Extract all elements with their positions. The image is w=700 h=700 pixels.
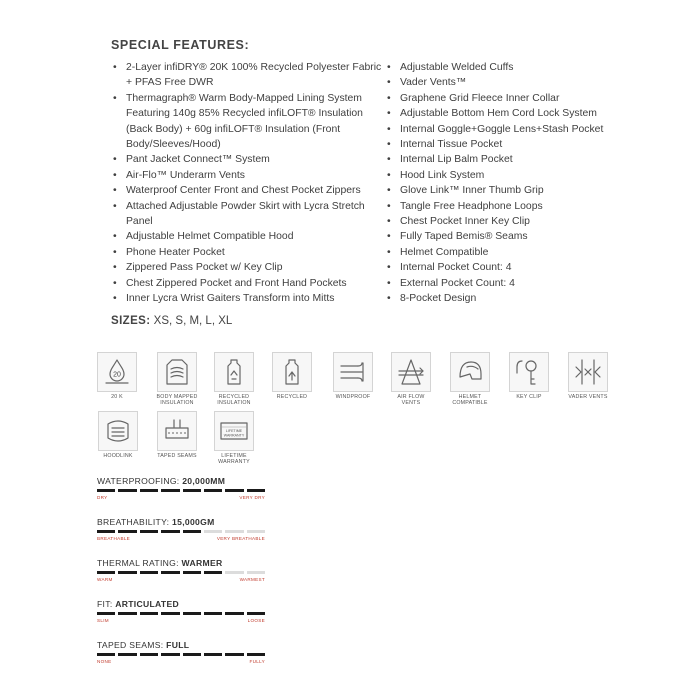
feature-icon-tile bbox=[97, 352, 137, 400]
rating-segment bbox=[225, 653, 243, 656]
feature-icon-tile bbox=[568, 352, 608, 400]
rating-segment bbox=[204, 653, 222, 656]
feature-icon-tile bbox=[391, 352, 431, 407]
feature-icon-tile bbox=[272, 352, 312, 400]
rating-min-label: SLIM bbox=[97, 618, 109, 623]
feature-text: Phone Heater Pocket bbox=[126, 246, 225, 258]
rating-scale bbox=[97, 577, 265, 582]
feature-icon-tile bbox=[450, 352, 490, 407]
rating-value: FULL bbox=[166, 640, 190, 650]
hoodlink-icon bbox=[98, 411, 138, 451]
rating-bar bbox=[97, 612, 265, 615]
taped-seams-icon bbox=[157, 411, 197, 451]
feature-text: Chest Pocket Inner Key Clip bbox=[400, 216, 530, 228]
body-mapped-insulation-icon bbox=[157, 352, 197, 392]
feature-icon-tile bbox=[157, 411, 197, 459]
rating-segment bbox=[97, 612, 115, 615]
rating-segment bbox=[225, 489, 243, 492]
feature-text: Zippered Pass Pocket w/ Key Clip bbox=[126, 262, 283, 274]
rating-name: TAPED SEAMS: bbox=[97, 640, 167, 650]
recycled-icon bbox=[272, 352, 312, 392]
rating-segment bbox=[118, 489, 136, 492]
features-list-left bbox=[113, 60, 385, 307]
feature-text: Chest Zippered Pocket and Front Hand Pockets bbox=[126, 277, 347, 289]
rating-max-label: WARMEST bbox=[239, 577, 265, 582]
feature-text: Adjustable Welded Cuffs bbox=[400, 62, 514, 73]
rating-segment bbox=[204, 571, 222, 574]
feature-item bbox=[387, 245, 617, 260]
rating-segment bbox=[161, 571, 179, 574]
rating-scale bbox=[97, 618, 265, 623]
feature-item bbox=[113, 291, 385, 306]
feature-item bbox=[387, 152, 617, 167]
sizes-label: SIZES: bbox=[111, 315, 151, 327]
rating-label bbox=[97, 476, 265, 486]
air-flow-vents-icon bbox=[391, 352, 431, 392]
feature-item bbox=[113, 276, 385, 291]
rating-segment bbox=[247, 530, 265, 533]
rating-max-label: FULLY bbox=[249, 659, 265, 664]
rating-segment bbox=[161, 653, 179, 656]
bullet-icon: • bbox=[387, 77, 391, 89]
feature-text: Adjustable Helmet Compatible Hood bbox=[126, 231, 294, 243]
bullet-icon: • bbox=[113, 277, 117, 289]
feature-item bbox=[387, 260, 617, 275]
rating-bar bbox=[97, 530, 265, 533]
bullet-icon: • bbox=[387, 139, 391, 151]
rating-label bbox=[97, 558, 265, 568]
bullet-icon: • bbox=[387, 231, 391, 243]
feature-icon-label: LIFETIME WARRANTY bbox=[218, 453, 250, 466]
rating-segment bbox=[97, 653, 115, 656]
feature-text: Air-Flo™ Underarm Vents bbox=[126, 169, 245, 181]
waterproof-20k-icon bbox=[97, 352, 137, 392]
bullet-icon: • bbox=[113, 62, 117, 73]
features-list-right bbox=[387, 60, 617, 307]
bullet-icon: • bbox=[387, 92, 391, 104]
rating-segment bbox=[97, 530, 115, 533]
rating-segment bbox=[140, 530, 158, 533]
bullet-icon: • bbox=[387, 123, 391, 135]
feature-icon-tile bbox=[214, 352, 254, 407]
bullet-icon: • bbox=[113, 293, 117, 305]
rating-segment bbox=[140, 571, 158, 574]
rating-segment bbox=[118, 612, 136, 615]
rating-segment bbox=[204, 489, 222, 492]
rating-name: FIT: bbox=[97, 599, 116, 609]
rating-block bbox=[97, 476, 265, 500]
lifetime-warranty-icon bbox=[214, 411, 254, 451]
bullet-icon: • bbox=[113, 185, 117, 197]
feature-item bbox=[387, 229, 617, 244]
feature-item bbox=[113, 245, 385, 260]
rating-segment bbox=[204, 612, 222, 615]
feature-icon-label: TAPED SEAMS bbox=[157, 453, 197, 459]
rating-min-label: BREATHABLE bbox=[97, 536, 131, 541]
feature-text: Internal Pocket Count: 4 bbox=[400, 262, 512, 274]
feature-text: Internal Goggle+Goggle Lens+Stash Pocket bbox=[400, 123, 604, 135]
rating-value: WARMER bbox=[181, 558, 223, 568]
feature-icon-tile bbox=[509, 352, 549, 400]
bullet-icon: • bbox=[113, 154, 117, 166]
bullet-icon: • bbox=[387, 169, 391, 181]
feature-item bbox=[113, 183, 385, 198]
feature-item bbox=[113, 91, 385, 153]
bullet-icon: • bbox=[387, 262, 391, 274]
feature-icon-label: BODY MAPPED INSULATION bbox=[156, 394, 198, 407]
bullet-icon: • bbox=[387, 154, 391, 166]
feature-icon-label: 20 K bbox=[111, 394, 123, 400]
rating-value: 20,000MM bbox=[182, 476, 226, 486]
feature-icon-label: HELMET COMPATIBLE bbox=[452, 394, 488, 407]
rating-max-label: VERY BREATHABLE bbox=[216, 536, 265, 541]
recycled-insulation-icon bbox=[214, 352, 254, 392]
rating-name: BREATHABILITY: bbox=[97, 517, 173, 527]
rating-segment bbox=[118, 571, 136, 574]
bullet-icon: • bbox=[113, 92, 117, 104]
feature-text: Internal Tissue Pocket bbox=[400, 139, 503, 151]
rating-block bbox=[97, 599, 265, 623]
rating-max-label: VERY DRY bbox=[239, 495, 265, 500]
rating-value: ARTICULATED bbox=[115, 599, 179, 609]
rating-segment bbox=[247, 571, 265, 574]
bullet-icon: • bbox=[387, 277, 391, 289]
feature-icon-tile bbox=[157, 352, 197, 407]
rating-segment bbox=[225, 612, 243, 615]
feature-text: Tangle Free Headphone Loops bbox=[400, 200, 543, 212]
rating-label bbox=[97, 517, 265, 527]
rating-segment bbox=[97, 489, 115, 492]
feature-item bbox=[113, 199, 385, 230]
bullet-icon: • bbox=[387, 62, 391, 73]
rating-segment bbox=[140, 612, 158, 615]
bullet-icon: • bbox=[387, 246, 391, 258]
rating-segment bbox=[247, 489, 265, 492]
rating-max-label: LOOSE bbox=[247, 618, 265, 623]
feature-icon-label: KEY CLIP bbox=[516, 394, 542, 400]
feature-icon-label: VADER VENTS bbox=[568, 394, 608, 400]
feature-item bbox=[113, 168, 385, 183]
feature-text: Vader Vents™ bbox=[400, 77, 467, 89]
rating-segment bbox=[140, 489, 158, 492]
rating-name: THERMAL RATING: bbox=[97, 558, 182, 568]
rating-segment bbox=[183, 530, 201, 533]
rating-segment bbox=[118, 653, 136, 656]
rating-segment bbox=[183, 489, 201, 492]
key-clip-icon bbox=[509, 352, 549, 392]
rating-segment bbox=[161, 489, 179, 492]
rating-segment bbox=[118, 530, 136, 533]
feature-item bbox=[387, 60, 617, 75]
feature-item bbox=[113, 60, 385, 91]
rating-min-label: NONE bbox=[97, 659, 112, 664]
rating-segment bbox=[97, 571, 115, 574]
bullet-icon: • bbox=[387, 293, 391, 305]
bullet-icon: • bbox=[387, 216, 391, 228]
rating-segment bbox=[140, 653, 158, 656]
feature-item bbox=[387, 214, 617, 229]
bullet-icon: • bbox=[113, 169, 117, 181]
feature-item bbox=[387, 168, 617, 183]
rating-label bbox=[97, 599, 265, 609]
svg-text:20: 20 bbox=[113, 371, 121, 379]
rating-segment bbox=[204, 530, 222, 533]
rating-segment bbox=[183, 612, 201, 615]
feature-item bbox=[387, 75, 617, 90]
feature-item bbox=[387, 183, 617, 198]
feature-item bbox=[387, 276, 617, 291]
helmet-icon bbox=[450, 352, 490, 392]
rating-block bbox=[97, 640, 265, 664]
feature-text: Glove Link™ Inner Thumb Grip bbox=[400, 185, 544, 197]
feature-item bbox=[387, 106, 617, 121]
feature-text: Helmet Compatible bbox=[400, 246, 489, 258]
feature-text: External Pocket Count: 4 bbox=[400, 277, 515, 289]
rating-block bbox=[97, 517, 265, 541]
feature-item bbox=[387, 291, 617, 306]
special-features-title: SPECIAL FEATURES: bbox=[111, 38, 250, 52]
feature-item bbox=[387, 137, 617, 152]
rating-segment bbox=[247, 653, 265, 656]
bullet-icon: • bbox=[113, 231, 117, 243]
feature-icon-label: WINDPROOF bbox=[335, 394, 371, 400]
feature-icon-label: RECYCLED bbox=[276, 394, 308, 400]
svg-text:WARRANTY: WARRANTY bbox=[223, 433, 245, 438]
feature-icon-label: RECYCLED INSULATION bbox=[217, 394, 251, 407]
bullet-icon: • bbox=[113, 246, 117, 258]
bullet-icon: • bbox=[113, 200, 117, 212]
rating-scale bbox=[97, 495, 265, 500]
bullet-icon: • bbox=[113, 262, 117, 274]
rating-segment bbox=[161, 612, 179, 615]
rating-bar bbox=[97, 653, 265, 656]
feature-text: Thermagraph® Warm Body-Mapped Lining System Featuring 140g 85% Recycled infiLOFT® Insulation (Back Body) + 60g infiLOFT® Insulation (Front Body/Sleeves/Hood) bbox=[126, 92, 363, 151]
rating-value: 15,000GM bbox=[172, 517, 215, 527]
feature-icon-label: AIR FLOW VENTS bbox=[397, 394, 425, 407]
rating-segment bbox=[161, 530, 179, 533]
rating-scale bbox=[97, 659, 265, 664]
feature-text: 8-Pocket Design bbox=[400, 293, 477, 305]
vader-vents-icon bbox=[568, 352, 608, 392]
feature-item bbox=[387, 199, 617, 214]
feature-text: Adjustable Bottom Hem Cord Lock System bbox=[400, 108, 597, 120]
rating-min-label: DRY bbox=[97, 495, 108, 500]
windproof-icon bbox=[333, 352, 373, 392]
rating-min-label: WARM bbox=[97, 577, 113, 582]
sizes-value: XS, S, M, L, XL bbox=[153, 315, 233, 327]
feature-text: Internal Lip Balm Pocket bbox=[400, 154, 513, 166]
feature-text: Inner Lycra Wrist Gaiters Transform into Mitts bbox=[126, 293, 335, 305]
rating-bar bbox=[97, 489, 265, 492]
rating-segment bbox=[183, 571, 201, 574]
feature-text: 2-Layer infiDRY® 20K 100% Recycled Polyester Fabric + PFAS Free DWR bbox=[126, 62, 382, 89]
feature-text: Waterproof Center Front and Chest Pocket Zippers bbox=[126, 185, 361, 197]
feature-icon-tile bbox=[333, 352, 373, 400]
sizes-line bbox=[111, 315, 232, 327]
bullet-icon: • bbox=[387, 185, 391, 197]
rating-label bbox=[97, 640, 265, 650]
feature-item bbox=[113, 152, 385, 167]
feature-text: Attached Adjustable Powder Skirt with Lycra Stretch Panel bbox=[126, 200, 365, 228]
rating-name: WATERPROOFING: bbox=[97, 476, 183, 486]
bullet-icon: • bbox=[387, 200, 391, 212]
rating-segment bbox=[225, 571, 243, 574]
svg-text:LIFETIME: LIFETIME bbox=[225, 429, 243, 433]
feature-item bbox=[387, 91, 617, 106]
rating-scale bbox=[97, 536, 265, 541]
rating-segment bbox=[183, 653, 201, 656]
feature-icon-tile bbox=[98, 411, 138, 459]
feature-text: Fully Taped Bemis® Seams bbox=[400, 231, 528, 243]
bullet-icon: • bbox=[387, 108, 391, 120]
feature-icon-tile bbox=[214, 411, 254, 466]
feature-item bbox=[387, 122, 617, 137]
feature-text: Pant Jacket Connect™ System bbox=[126, 154, 270, 166]
feature-item bbox=[113, 229, 385, 244]
rating-segment bbox=[225, 530, 243, 533]
feature-item bbox=[113, 260, 385, 275]
rating-block bbox=[97, 558, 265, 582]
feature-icon-label: HOODLINK bbox=[103, 453, 133, 459]
rating-segment bbox=[247, 612, 265, 615]
feature-text: Graphene Grid Fleece Inner Collar bbox=[400, 92, 560, 104]
rating-bar bbox=[97, 571, 265, 574]
feature-text: Hood Link System bbox=[400, 169, 485, 181]
